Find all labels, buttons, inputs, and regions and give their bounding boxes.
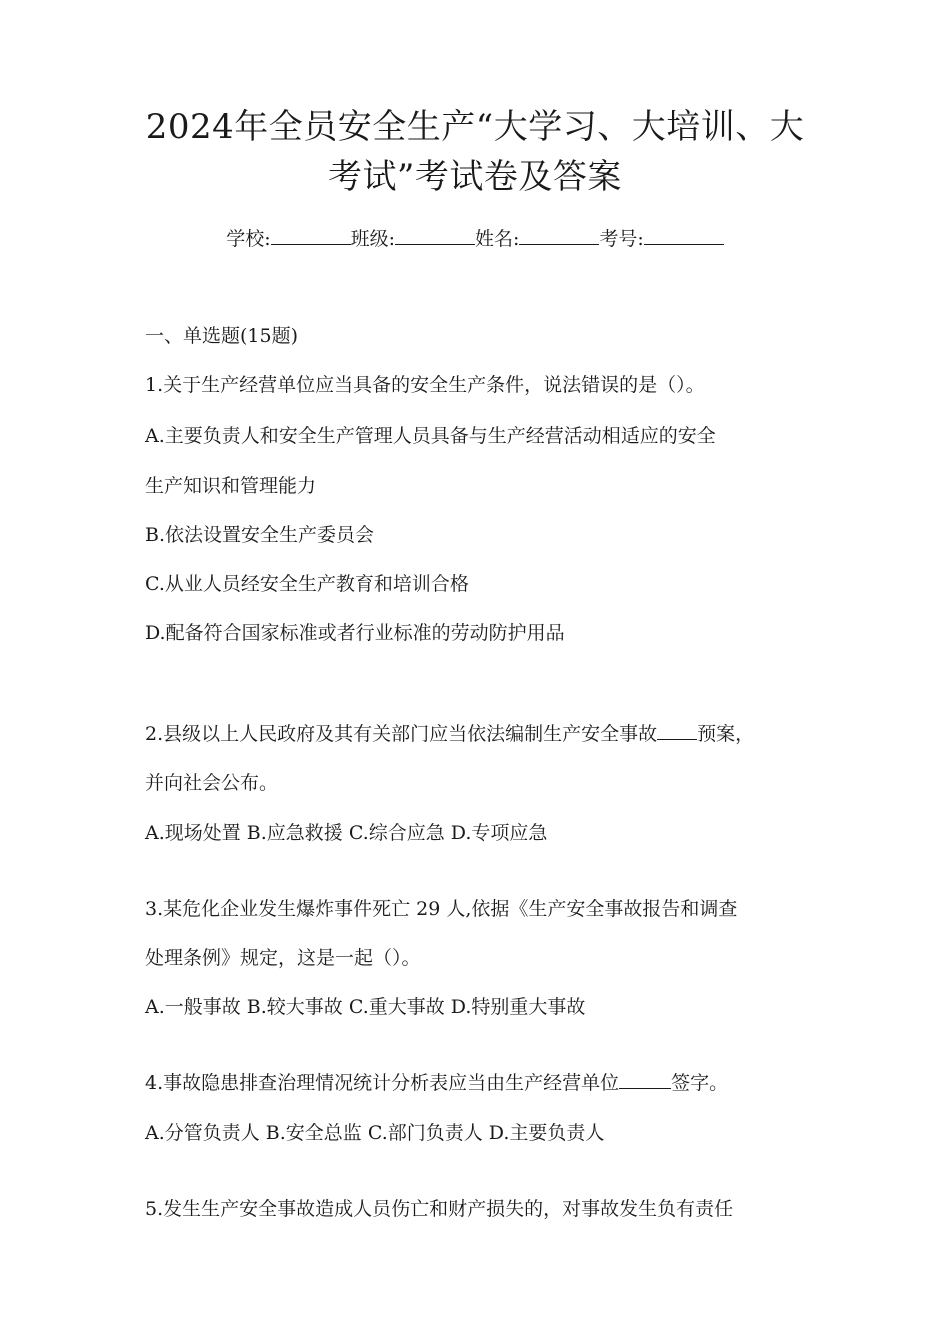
section-heading: 一、单选题(15题) (145, 325, 299, 347)
question-2-options: A.现场处置 B.应急救援 C.综合应急 D.专项应急 (145, 822, 548, 844)
exam-title-line-2: 考试”考试卷及答案 (328, 157, 622, 197)
question-4-stem (145, 1067, 728, 1099)
question-5-stem: 5.发生生产安全事故造成人员伤亡和财产损失的，对事故发生负有责任 (145, 1198, 734, 1220)
question-2-stem-cont: 并向社会公布。 (145, 772, 279, 794)
class-label: 班级: (350, 228, 395, 250)
question-3-options: A.一般事故 B.较大事故 C.重大事故 D.特别重大事故 (145, 996, 586, 1018)
question-1-stem: 1.关于生产经营单位应当具备的安全生产条件，说法错误的是（）。 (145, 374, 705, 396)
exam-title-line-1: 2024年全员安全生产“大学习、大培训、大 (145, 107, 805, 147)
school-label: 学校: (226, 228, 271, 250)
question-1-option-d: D.配备符合国家标准或者行业标准的劳动防护用品 (145, 622, 565, 644)
question-1-option-b: B.依法设置安全生产委员会 (145, 524, 375, 546)
class-field (351, 222, 475, 254)
name-label: 姓名: (475, 228, 520, 250)
question-3-stem-cont: 处理条例》规定，这是一起（）。 (145, 947, 421, 969)
student-info-row (0, 222, 950, 254)
question-2-answer-blank (657, 719, 697, 740)
question-4-answer-blank (619, 1068, 671, 1089)
name-field (475, 222, 599, 254)
exam-number-label: 考号: (599, 228, 644, 250)
exam-number-blank[interactable] (644, 222, 724, 245)
question-2-stem (145, 718, 754, 750)
question-4-stem-part1: 4.事故隐患排查治理情况统计分析表应当由生产经营单位 (145, 1072, 620, 1094)
school-blank[interactable] (271, 222, 351, 245)
question-1-option-a-cont: 生产知识和管理能力 (145, 475, 317, 497)
name-blank[interactable] (519, 222, 599, 245)
question-4-options: A.分管负责人 B.安全总监 C.部门负责人 D.主要负责人 (145, 1122, 605, 1144)
school-field (226, 222, 350, 254)
class-blank[interactable] (395, 222, 475, 245)
question-1-option-c: C.从业人员经安全生产教育和培训合格 (145, 573, 469, 595)
question-4-stem-part2: 签字。 (671, 1072, 729, 1094)
exam-number-field (599, 222, 723, 254)
question-3-stem: 3.某危化企业发生爆炸事件死亡 29 人,依据《生产安全事故报告和调查 (145, 898, 738, 920)
question-1-option-a: A.主要负责人和安全生产管理人员具备与生产经营活动相适应的安全 (145, 425, 716, 447)
question-2-stem-part1: 2.县级以上人民政府及其有关部门应当依法编制生产安全事故 (145, 723, 658, 745)
question-2-stem-part2: 预案， (697, 723, 755, 745)
